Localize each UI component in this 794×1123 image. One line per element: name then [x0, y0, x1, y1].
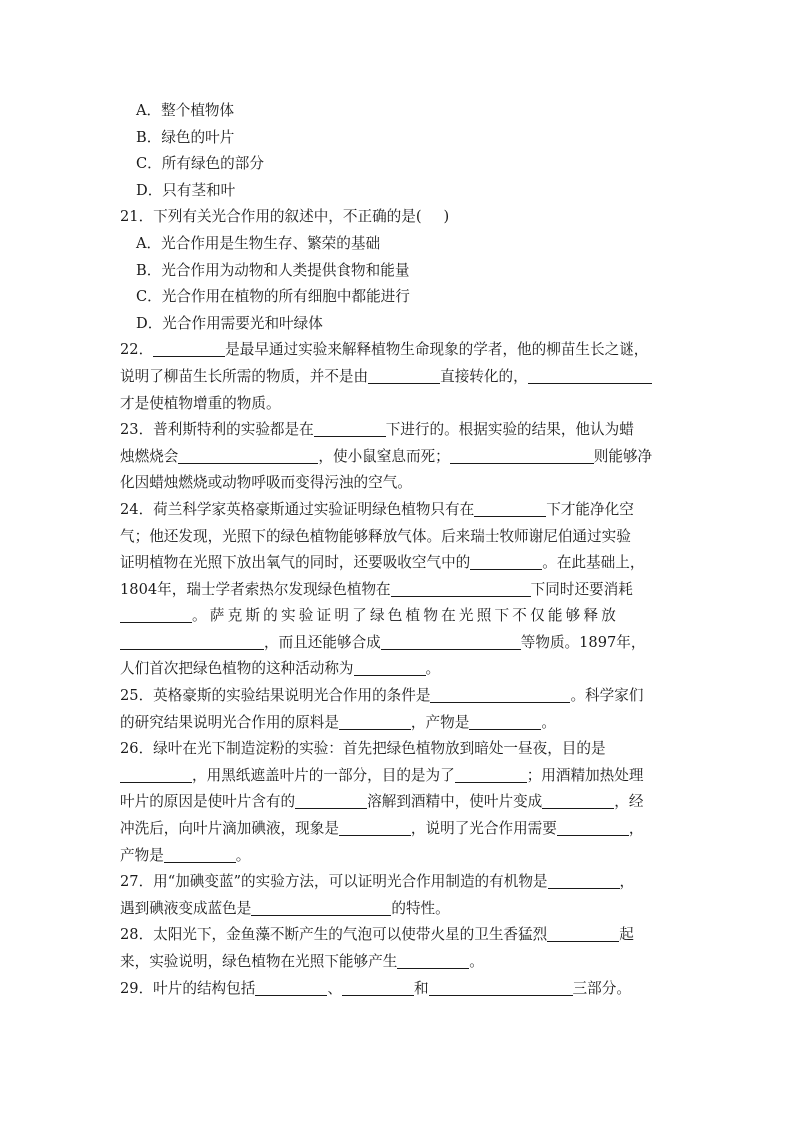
q23-text: 下进行的。根据实验的结果，他认为蜡: [385, 421, 634, 439]
answer-blank: [557, 819, 629, 836]
answer-blank: [528, 367, 652, 384]
answer-blank: [153, 340, 225, 357]
answer-blank: [469, 713, 541, 730]
q26-text: ，经: [614, 793, 644, 811]
answer-blank: [120, 606, 192, 623]
q23-text: 则能够净: [593, 447, 653, 465]
answer-blank: [548, 872, 620, 889]
answer-blank: [397, 952, 469, 969]
q26-text: 溶解到酒精中，使叶片变成: [367, 793, 543, 811]
q25-text: 的研究结果说明光合作用的原料是: [120, 713, 339, 731]
q28-line-1: [120, 922, 676, 949]
q23-text: ，使小鼠窒息而死；: [318, 447, 450, 465]
q22-line-1: [120, 337, 676, 364]
q25-line-2: [120, 710, 676, 737]
q26-text: ，说明了光合作用需要: [410, 820, 557, 838]
q20-option-d: D．只有茎和叶: [136, 181, 236, 199]
q24-text: 24．荷兰科学家英格豪斯通过实验证明绿色植物只有在: [120, 500, 475, 518]
q24-line-2: 气；他还发现，光照下的绿色植物能够释放气体。后来瑞士牧师谢尼伯通过实验: [120, 527, 631, 545]
q26-text: ；用酒精加热处理: [526, 766, 644, 784]
answer-blank: [342, 979, 414, 996]
q26-text: ，用黑纸遮盖叶片的一部分，目的是为了: [192, 766, 455, 784]
q27-text: ，: [619, 873, 635, 891]
answer-blank: [120, 633, 264, 650]
q29-text: 三部分。: [572, 979, 631, 997]
q25-text: 。科学家们: [570, 687, 644, 705]
q22-number: 22．: [120, 341, 154, 359]
q26-text: 。: [235, 846, 251, 864]
answer-blank: [455, 766, 527, 783]
q27-line-1: [120, 869, 676, 896]
q24-text: 下同时还要消耗: [530, 580, 633, 598]
answer-blank: [450, 447, 594, 464]
answer-blank: [368, 367, 440, 384]
q27-text: 的特性。: [391, 899, 450, 917]
q25-text: 。: [541, 713, 556, 731]
q26-text: ，: [628, 820, 644, 838]
q24-line-1: [120, 497, 676, 524]
answer-blank: [474, 500, 546, 517]
q28-text: 28．太阳光下，金鱼藻不断产生的气泡可以使带火星的卫生香猛烈: [120, 926, 548, 944]
q23-line-3: 化因蜡烛燃烧或动物呼吸而变得污浊的空气。: [120, 474, 412, 492]
q25-text: 25．英格豪斯的实验结果说明光合作用的条件是: [120, 687, 431, 705]
q22-text: 直接转化的，: [440, 367, 528, 385]
q24-text: 。: [425, 660, 441, 678]
q25-line-1: [120, 683, 676, 710]
q22-line-3: 才是使植物增重的物质。: [120, 394, 281, 412]
q26-line-4: [120, 816, 676, 843]
answer-blank: [251, 899, 391, 916]
q23-text: 23．普利斯特利的实验都是在: [120, 421, 314, 439]
q27-text: 27．用“加碘变蓝”的实验方法，可以证明光合作用制造的有机物是: [120, 873, 548, 891]
answer-blank: [164, 846, 236, 863]
q24-text: ，而且还能够合成: [264, 633, 381, 651]
q28-text: 。: [469, 953, 484, 970]
q21-option-b: B．光合作用为动物和人类提供食物和能量: [136, 261, 410, 279]
q26-line-2: [120, 763, 676, 790]
q22-line-2: [120, 364, 676, 391]
q24-line-5: [120, 603, 676, 630]
q29-text: 、: [327, 979, 342, 997]
q28-text: 起: [619, 926, 634, 944]
q22-text: 说明了柳苗生长所需的物质，并不是由: [120, 367, 369, 385]
q20-option-b: B．绿色的叶片: [136, 128, 235, 146]
answer-blank: [391, 580, 531, 597]
q24-text: 。在此基础上，: [542, 554, 645, 572]
q24-line-6: [120, 630, 676, 657]
q26-text: 产物是: [120, 846, 164, 864]
q28-text: 来，实验说明，绿色植物在光照下能够产生: [120, 953, 398, 970]
answer-blank: [295, 792, 367, 809]
answer-blank: [381, 633, 521, 650]
q27-line-2: [120, 896, 676, 923]
q20-option-a: A．整个植物体: [136, 102, 235, 119]
q29-line: [120, 976, 676, 1003]
q29-text: 29．叶片的结构包括: [120, 979, 256, 997]
answer-blank: [429, 979, 573, 996]
q24-line-4: [120, 577, 676, 604]
q25-text: ，产物是: [410, 713, 470, 731]
answer-blank: [470, 553, 542, 570]
q24-line-7: [120, 656, 676, 683]
q21-stem: [120, 204, 676, 231]
q21-option-d: D．光合作用需要光和叶绿体: [136, 314, 323, 332]
q26-line-3: [120, 789, 676, 816]
q24-text: 等物质。1897年，: [520, 633, 646, 651]
q24-text: 。萨克斯的实验证明了绿色植物在光照下不仅能够释放: [192, 607, 620, 625]
answer-blank: [430, 686, 570, 703]
q21-option-c: C．光合作用在植物的所有细胞中都能进行: [136, 288, 410, 306]
q21-stem-close: ): [443, 208, 450, 226]
q24-text: 证明植物在光照下放出氧气的同时，还要吸收空气中的: [120, 554, 471, 572]
answer-blank: [339, 713, 411, 730]
answer-blank: [542, 792, 614, 809]
answer-blank: [120, 766, 192, 783]
worksheet-page: [120, 98, 676, 1002]
q26-line-5: [120, 843, 676, 870]
q22-text: 是最早通过实验来解释植物生命现象的学者，他的柳苗生长之谜，: [225, 341, 649, 359]
q27-text: 遇到碘液变成蓝色是: [120, 899, 252, 917]
q23-line-2: [120, 444, 676, 471]
q29-text: 和: [413, 979, 429, 997]
answer-blank: [339, 819, 411, 836]
answer-blank: [547, 925, 619, 942]
q26-line-1: 26．绿叶在光下制造淀粉的实验：首先把绿色植物放到暗处一昼夜，目的是: [120, 740, 606, 758]
answer-blank: [178, 447, 318, 464]
q24-line-3: [120, 550, 676, 577]
answer-blank: [255, 979, 327, 996]
q24-text: 1804年，瑞士学者索热尔发现绿色植物在: [120, 580, 391, 598]
q26-text: 冲洗后，向叶片滴加碘液，现象是: [120, 820, 339, 838]
q24-text: 下才能净化空: [546, 500, 634, 518]
q24-text: 人们首次把绿色植物的这种活动称为: [120, 660, 354, 678]
q23-line-1: [120, 417, 676, 444]
q20-option-c: C．所有绿色的部分: [136, 155, 264, 173]
answer-blank: [354, 659, 426, 676]
q21-stem-text: 21．下列有关光合作用的叙述中，不正确的是(: [120, 208, 422, 226]
answer-blank: [314, 420, 386, 437]
q23-text: 烛燃烧会: [120, 447, 179, 465]
q26-text: 叶片的原因是使叶片含有的: [120, 793, 296, 811]
q21-option-a: A．光合作用是生物生存、繁荣的基础: [136, 234, 381, 252]
q28-line-2: [120, 949, 676, 976]
